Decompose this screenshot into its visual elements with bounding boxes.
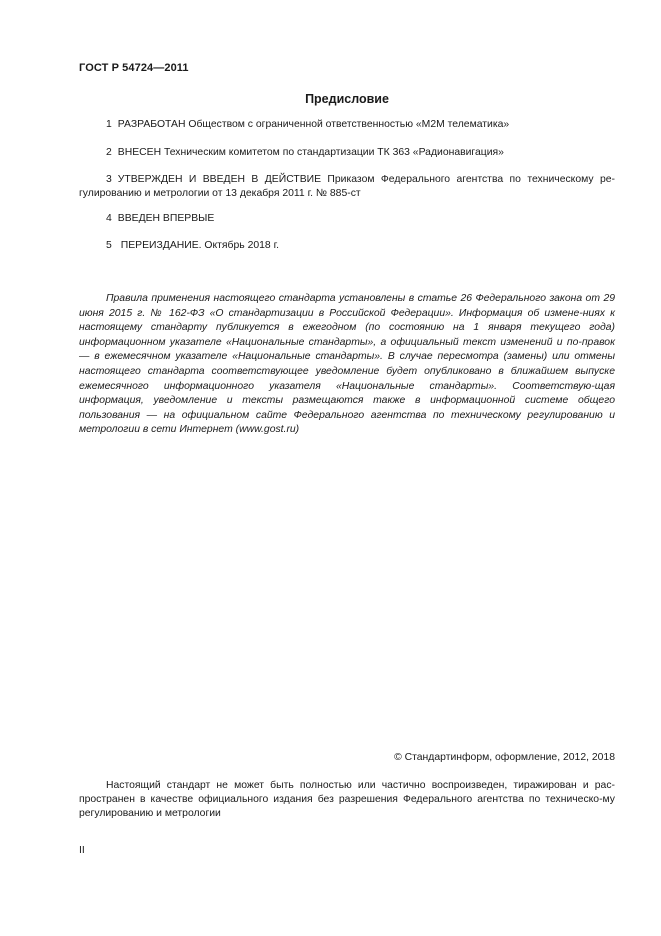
preface-item-5 [79, 239, 615, 253]
copyright-line: © Стандартинформ, оформление, 2012, 2018 [394, 752, 615, 763]
item-number: 1 [106, 119, 112, 130]
reproduction-notice: Настоящий стандарт не может быть полностью или частично воспроизведен, тиражирован и рас-пространен в качестве официального издания без разрешения Федерального агентства по техническо-му регулированию и метрологии [79, 780, 615, 819]
item-text: ПЕРЕИЗДАНИЕ. Октябрь 2018 г. [120, 240, 279, 251]
section-title: Предисловие [305, 92, 389, 106]
item-text: ВНЕСЕН Техническим комитетом по стандартизации ТК 363 «Радионавигация» [117, 147, 504, 158]
preface-item-4 [79, 212, 615, 226]
preface-item-3 [79, 173, 615, 201]
item-number: 2 [106, 147, 112, 158]
item-number: 5 [106, 240, 112, 251]
publication-notice: Правила применения настоящего стандарта установлены в статье 26 Федерального закона от 29 июня 2015 г. № 162-ФЗ «О стандартизации в Российской Федерации». Информация об измене-ниях к настоящему стандарту публикуется в ежегодном (по состоянию на 1 января текущего года) информационном указателе «Национальные стандарты», а официальный текст изменений и по-правок — в ежемесячном указателе «Национальные стандарты». В случае пересмотра (замены) или отмены настоящего стандарта соответствующее уведомление будет опубликовано в ближайшем выпуске ежемесячного информационного указателя «Национальные стандарты». Соответствую-щая информация, уведомление и тексты размещаются также в информационной системе общего пользования — на официальном сайте Федерального агентства по техническому регулированию и метрологии в сети Интернет (www.gost.ru) [79, 293, 615, 436]
item-text: ВВЕДЕН ВПЕРВЫЕ [117, 213, 215, 224]
page-number: II [79, 845, 85, 856]
item-number: 3 [106, 174, 112, 185]
preface-item-1 [79, 118, 615, 132]
item-text: РАЗРАБОТАН Обществом с ограниченной ответственностью «M2M телематика» [117, 119, 510, 130]
item-text: УТВЕРЖДЕН И ВВЕДЕН В ДЕЙСТВИЕ Приказом Федерального агентства по техническому ре-гулированию и метрологии от 13 декабря 2011 г. № 885-ст [79, 174, 615, 199]
item-number: 4 [106, 213, 112, 224]
preface-item-2 [79, 146, 615, 160]
standard-code-header: ГОСТ Р 54724—2011 [79, 62, 189, 74]
